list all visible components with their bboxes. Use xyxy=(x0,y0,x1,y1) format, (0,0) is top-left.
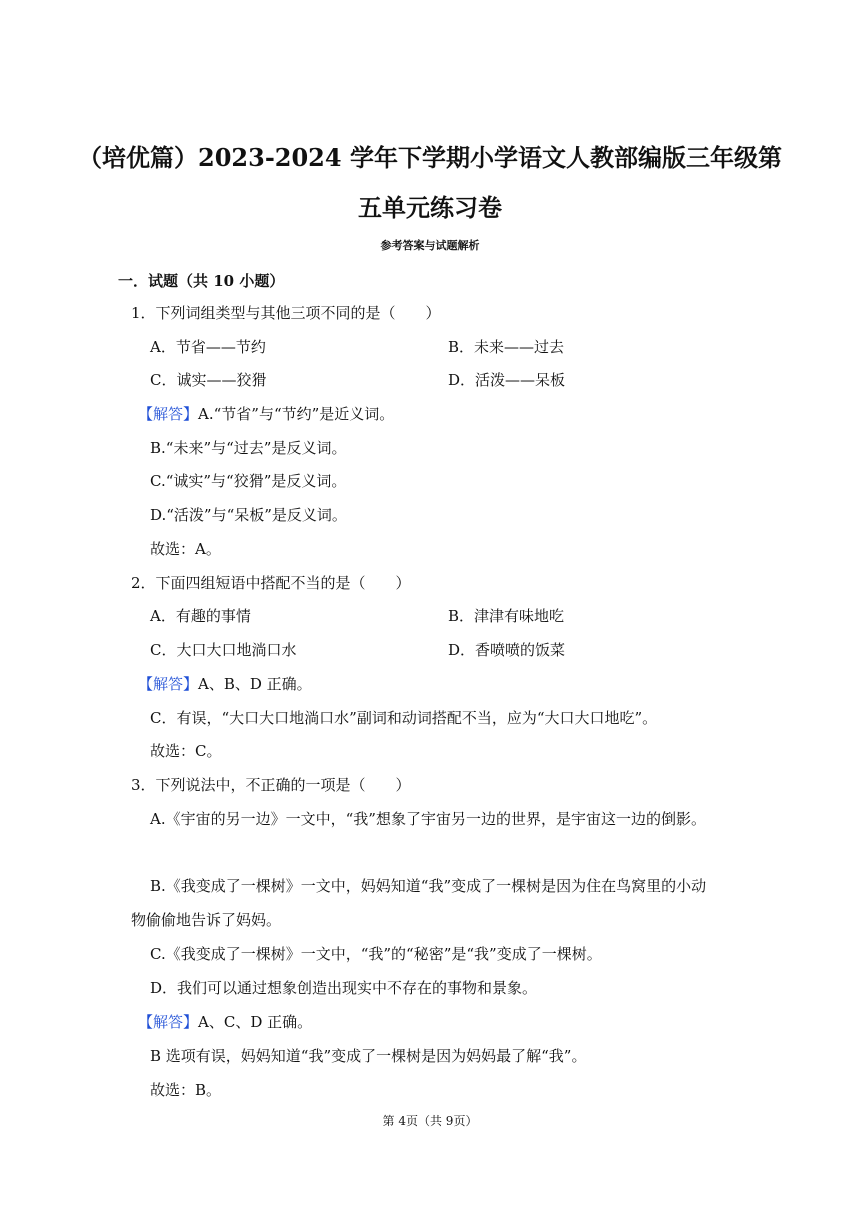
question-2-explanation-1: C．有误，“大口大口地淌口水”副词和动词搭配不当，应为“大口大口地吃”。 xyxy=(150,709,658,727)
question-1-option-a: A．节省——节约 xyxy=(150,338,266,356)
question-3-option-d: D．我们可以通过想象创造出现实中不存在的事物和景象。 xyxy=(150,979,538,997)
question-2-conclusion: 故选：C。 xyxy=(150,742,222,760)
question-2-stem: 2．下面四组短语中搭配不当的是（ ） xyxy=(131,574,411,592)
question-3-explanation-1: B 选项有误，妈妈知道“我”变成了一棵树是因为妈妈最了解“我”。 xyxy=(150,1047,587,1065)
question-1-option-d: D．活泼——呆板 xyxy=(448,371,566,389)
section-heading: 一．试题（共 10 小题） xyxy=(118,272,285,290)
question-3-stem: 3．下列说法中，不正确的一项是（ ） xyxy=(131,776,411,794)
answer-label: 【解答】 xyxy=(138,675,199,693)
answer-text: A.“节省”与“节约”是近义词。 xyxy=(198,405,395,423)
question-3-option-a: A.《宇宙的另一边》一文中，“我”想象了宇宙另一边的世界，是宇宙这一边的倒影。 xyxy=(150,810,706,828)
question-3-conclusion: 故选：B。 xyxy=(150,1081,222,1099)
answer-text: A、B、D 正确。 xyxy=(198,675,312,693)
question-1-explanation-3: D.“活泼”与“呆板”是反义词。 xyxy=(150,506,347,524)
question-3-option-b: B.《我变成了一棵树》一文中，妈妈知道“我”变成了一棵树是因为住在鸟窝里的小动 xyxy=(150,877,707,895)
question-3-option-c: C.《我变成了一棵树》一文中，“我”的“秘密”是“我”变成了一棵树。 xyxy=(150,945,602,963)
question-2-option-a: A．有趣的事情 xyxy=(150,607,251,625)
question-2-answer xyxy=(138,675,312,693)
page-title-line2: 五单元练习卷 xyxy=(358,193,502,222)
question-3-option-b-cont: 物偷偷地告诉了妈妈。 xyxy=(131,911,282,929)
answer-text: A、C、D 正确。 xyxy=(198,1013,313,1031)
page-subtitle: 参考答案与试题解析 xyxy=(380,239,480,252)
answer-label: 【解答】 xyxy=(138,405,199,423)
question-1-option-c: C．诚实——狡猾 xyxy=(150,371,267,389)
question-1-conclusion: 故选：A。 xyxy=(150,540,221,558)
question-1-explanation-1: B.“未来”与“过去”是反义词。 xyxy=(150,439,347,457)
question-2-option-c: C．大口大口地淌口水 xyxy=(150,641,297,659)
answer-label: 【解答】 xyxy=(138,1013,199,1031)
page-footer: 第 4页（共 9页） xyxy=(382,1114,478,1128)
page-title-line1: （培优篇）2023-2024 学年下学期小学语文人教部编版三年级第 xyxy=(78,143,782,172)
question-3-answer xyxy=(138,1013,312,1031)
question-2-option-b: B．津津有味地吃 xyxy=(448,607,565,625)
question-1-option-b: B．未来——过去 xyxy=(448,338,565,356)
question-1-stem: 1．下列词组类型与其他三项不同的是（ ） xyxy=(131,304,441,322)
question-1-answer xyxy=(138,405,394,423)
question-2-option-d: D．香喷喷的饭菜 xyxy=(448,641,566,659)
question-1-explanation-2: C.“诚实”与“狡猾”是反义词。 xyxy=(150,472,347,490)
